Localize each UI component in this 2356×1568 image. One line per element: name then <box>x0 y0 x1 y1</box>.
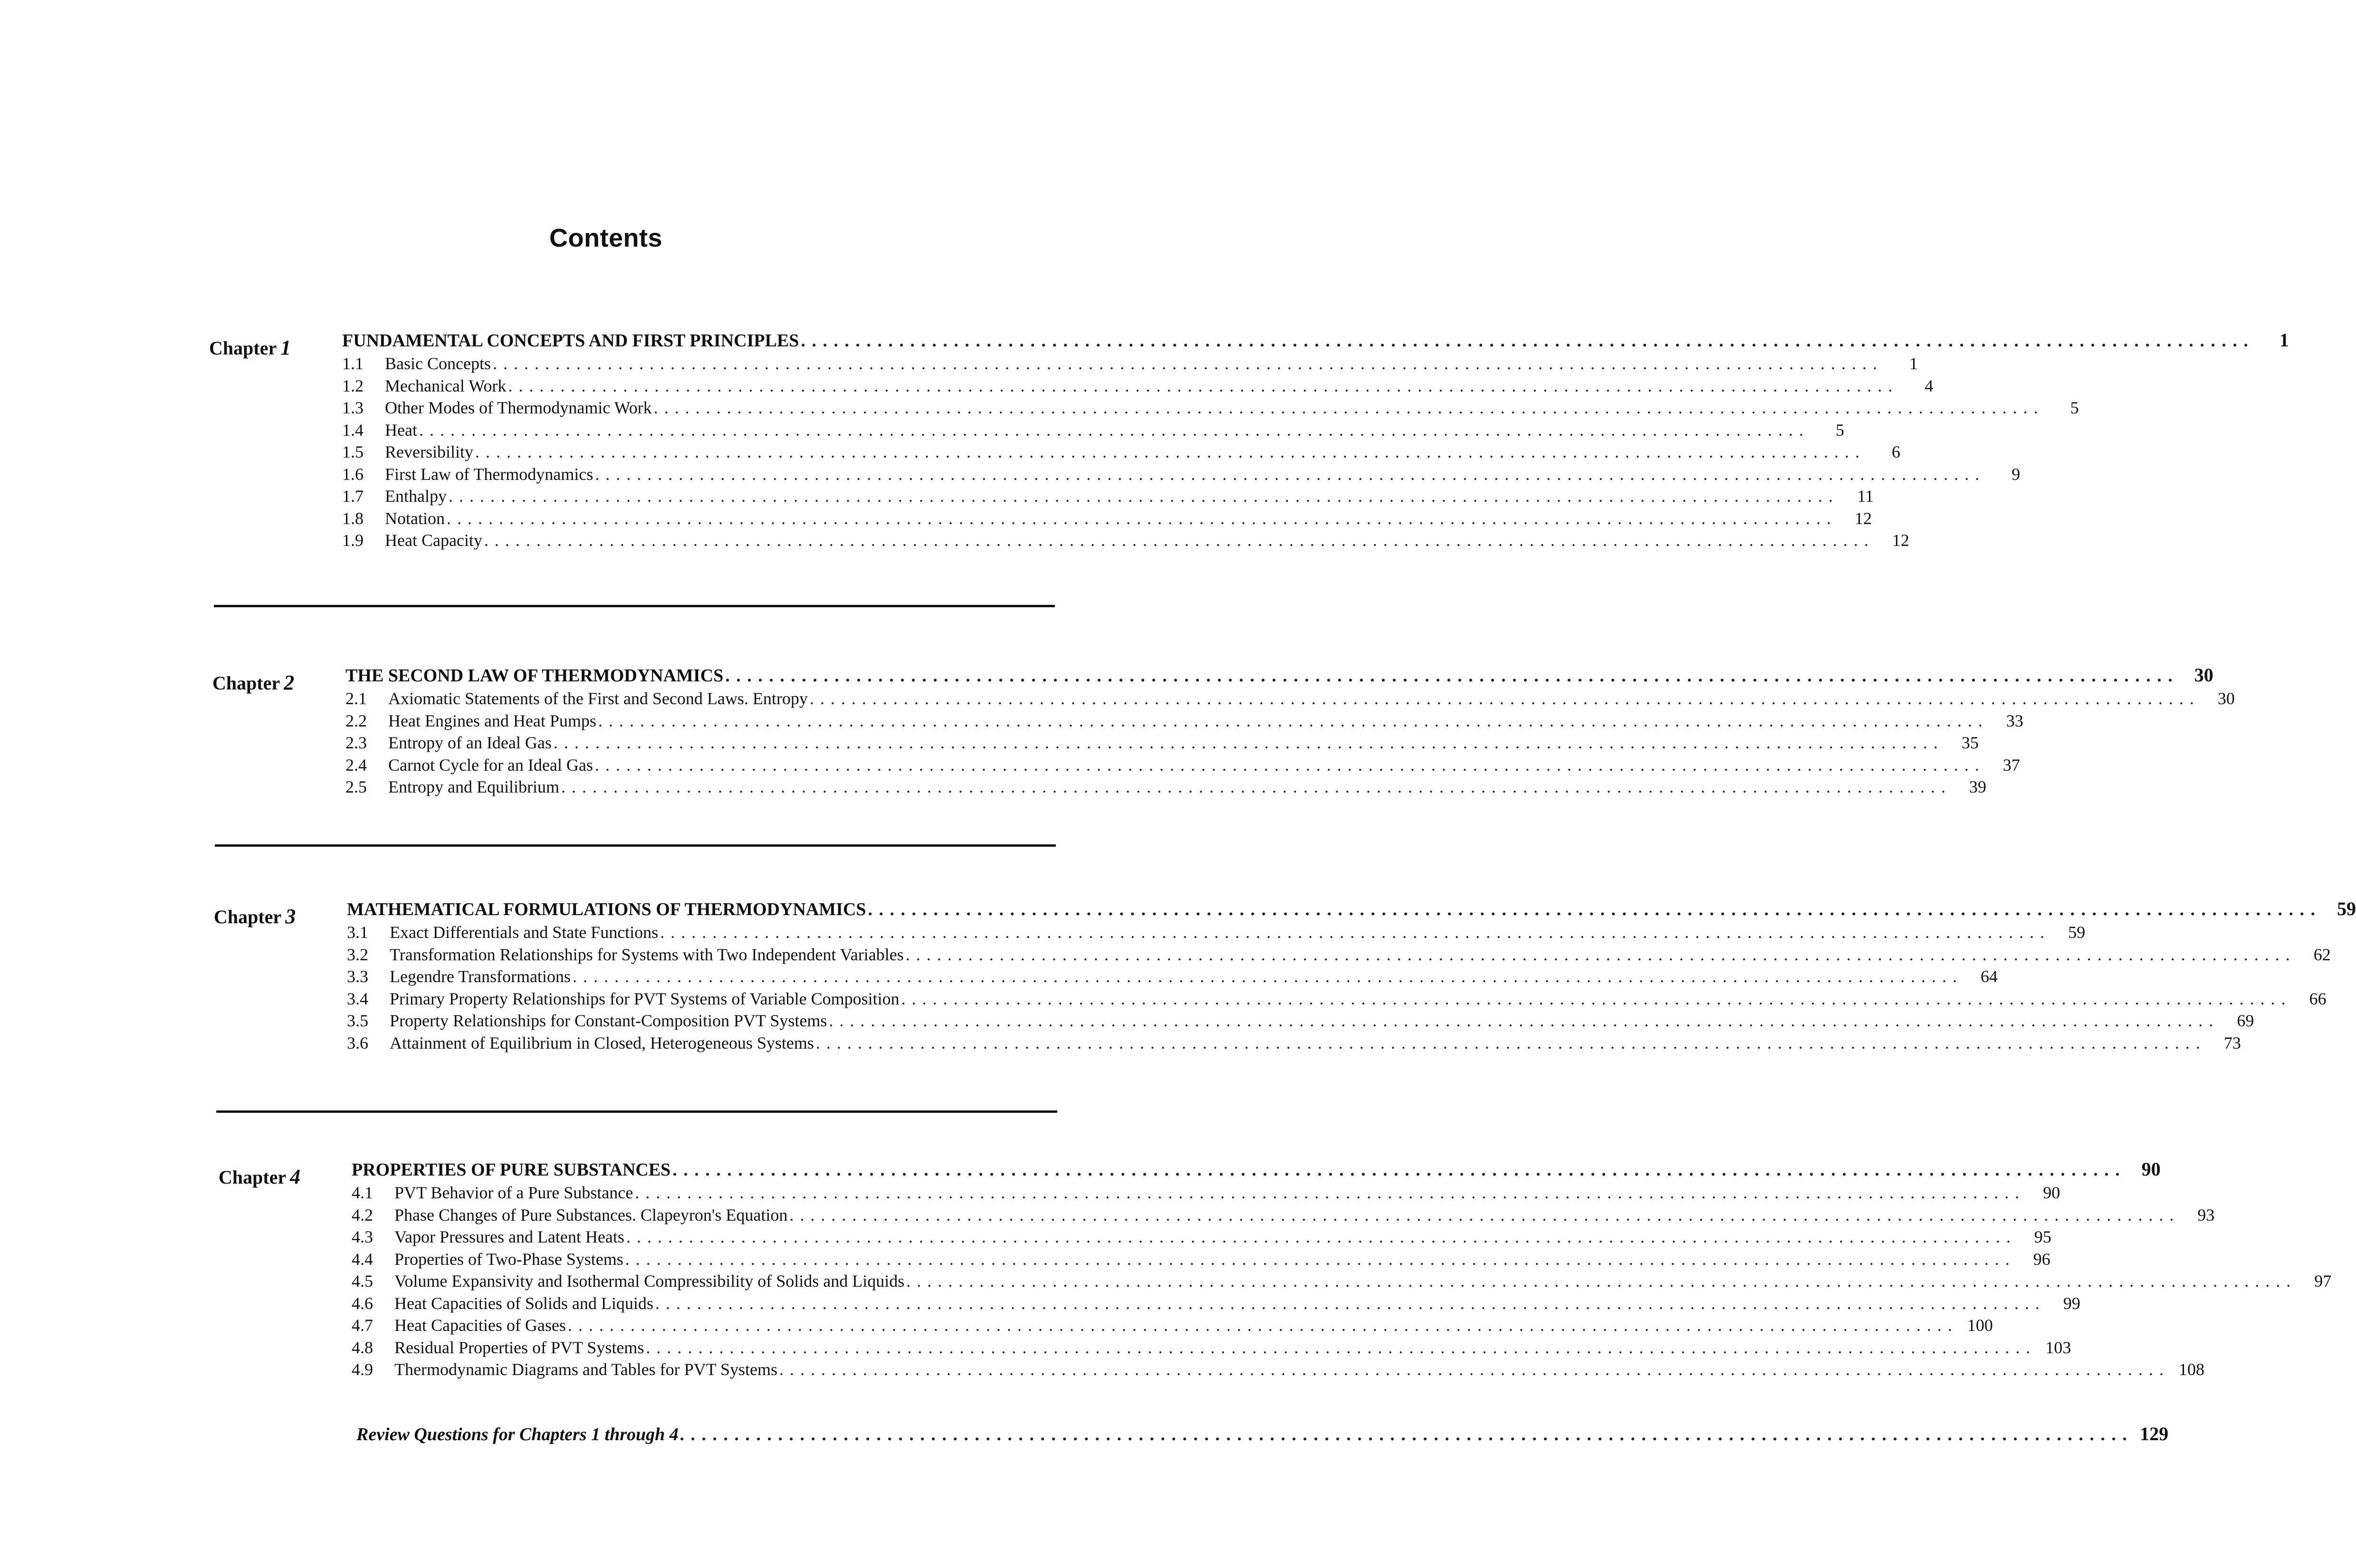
section-page: 39 <box>1969 777 1986 796</box>
chapter-divider-rule <box>216 1110 1057 1113</box>
section-row[interactable] <box>342 463 2021 486</box>
section-title: Exact Differentials and State Functions <box>390 923 659 942</box>
section-title: Heat Capacities of Gases <box>394 1316 566 1335</box>
section-row[interactable] <box>342 529 1909 552</box>
section-number: 4.2 <box>352 1205 373 1224</box>
section-number: 3.5 <box>347 1011 368 1030</box>
chapter-page: 30 <box>2194 664 2213 686</box>
section-row[interactable] <box>347 988 2327 1010</box>
dot-leader <box>660 921 2045 944</box>
section-row[interactable] <box>352 1182 2060 1204</box>
chapter-divider-rule <box>214 605 1055 607</box>
section-number: 1.4 <box>342 420 364 440</box>
section-title: Heat Engines and Heat Pumps <box>388 711 596 730</box>
section-number: 3.6 <box>347 1033 368 1052</box>
dot-leader <box>801 328 2249 353</box>
section-row[interactable] <box>352 1270 2332 1292</box>
section-title: Entropy and Equilibrium <box>388 777 559 796</box>
section-page: 97 <box>2314 1272 2332 1291</box>
section-page: 64 <box>1980 967 1998 986</box>
section-number: 2.3 <box>345 733 367 752</box>
section-page: 12 <box>1854 508 1872 528</box>
dot-leader <box>901 988 2287 1010</box>
dot-leader <box>484 529 1869 552</box>
section-row[interactable] <box>342 419 1844 441</box>
section-row[interactable] <box>352 1226 2051 1248</box>
chapter-word: Chapter <box>214 906 282 927</box>
dot-leader <box>626 1226 2011 1248</box>
section-row[interactable] <box>345 710 2023 732</box>
section-page: 93 <box>2197 1205 2215 1224</box>
section-number: 4.9 <box>352 1360 373 1379</box>
chapter-entries <box>347 897 2356 1054</box>
section-row[interactable] <box>342 397 2079 419</box>
section-number: 4.4 <box>352 1249 373 1269</box>
section-page: 90 <box>2043 1183 2060 1202</box>
dot-leader <box>725 663 2174 688</box>
section-number: 4.6 <box>352 1293 373 1313</box>
chapter-page: 59 <box>2337 898 2356 919</box>
chapter-heading-row[interactable] <box>342 328 2289 353</box>
section-title: Heat Capacities of Solids and Liquids <box>394 1293 653 1313</box>
section-row[interactable] <box>342 441 1900 463</box>
chapter-number: 1 <box>280 336 291 359</box>
dot-leader <box>449 485 1834 507</box>
section-number: 4.5 <box>352 1272 373 1291</box>
section-number: 3.1 <box>347 923 368 942</box>
chapter-title: MATHEMATICAL FORMULATIONS OF THERMODYNAMICS <box>347 899 866 919</box>
section-title: Axiomatic Statements of the First and Second Laws. Entropy <box>388 689 808 708</box>
section-title: PVT Behavior of a Pure Substance <box>394 1183 633 1202</box>
section-row[interactable] <box>342 375 1934 397</box>
section-title: Vapor Pressures and Latent Heats <box>394 1227 624 1246</box>
chapter-label <box>214 904 347 928</box>
chapter-entries <box>352 1157 2332 1381</box>
chapter-label <box>212 670 345 695</box>
review-title: Review Questions for Chapters 1 through 4 <box>356 1425 679 1444</box>
section-number: 1.9 <box>342 531 364 550</box>
chapter-number: 3 <box>285 905 296 928</box>
section-title: Heat Capacity <box>385 531 482 550</box>
dot-leader <box>680 1421 2129 1448</box>
section-page: 73 <box>2223 1033 2241 1052</box>
section-number: 4.1 <box>352 1183 373 1202</box>
section-page: 62 <box>2313 945 2331 964</box>
chapter-entries <box>342 328 2289 552</box>
chapter-title: FUNDAMENTAL CONCEPTS AND FIRST PRINCIPLES <box>342 331 799 351</box>
section-number: 3.4 <box>347 989 368 1008</box>
section-title: Notation <box>385 508 445 528</box>
section-title: Properties of Two-Phase Systems <box>394 1249 623 1269</box>
review-questions-entry <box>356 1421 2169 1447</box>
section-title: Basic Concepts <box>385 354 491 373</box>
section-title: First Law of Thermodynamics <box>385 464 594 484</box>
section-number: 2.2 <box>345 711 367 730</box>
dot-leader <box>493 353 1878 375</box>
dot-leader <box>779 1358 2164 1381</box>
dot-leader <box>829 1010 2214 1032</box>
section-title: Thermodynamic Diagrams and Tables for PVT Systems <box>394 1360 778 1379</box>
section-number: 1.3 <box>342 398 364 417</box>
chapter-word: Chapter <box>209 337 277 359</box>
section-row[interactable] <box>352 1337 2071 1359</box>
section-row[interactable] <box>352 1248 2050 1271</box>
section-page: 1 <box>1909 354 1918 373</box>
dot-leader <box>573 966 1958 988</box>
section-page: 96 <box>2033 1249 2050 1269</box>
chapter-divider-rule <box>215 844 1056 847</box>
chapter-number: 2 <box>284 671 295 694</box>
chapter-title: THE SECOND LAW OF THERMODYNAMICS <box>345 666 724 686</box>
section-title: Mechanical Work <box>385 376 507 395</box>
dot-leader <box>789 1204 2174 1226</box>
chapter-number: 4 <box>290 1165 301 1188</box>
section-page: 95 <box>2034 1227 2051 1246</box>
dot-leader <box>554 732 1939 754</box>
chapter-title: PROPERTIES OF PURE SUBSTANCES <box>352 1160 671 1180</box>
section-title: Phase Changes of Pure Substances. Clapeyron's Equation <box>394 1205 788 1224</box>
section-page: 59 <box>2068 923 2086 942</box>
section-row[interactable] <box>345 754 2020 776</box>
section-row[interactable] <box>347 1032 2241 1054</box>
dot-leader <box>568 1314 1953 1337</box>
page-title: Contents <box>549 224 662 252</box>
section-title: Primary Property Relationships for PVT Systems of Variable Composition <box>390 989 900 1008</box>
section-number: 4.7 <box>352 1316 373 1335</box>
section-number: 3.2 <box>347 945 368 964</box>
section-number: 2.1 <box>345 689 367 708</box>
dot-leader <box>598 710 1983 732</box>
section-title: Reversibility <box>385 442 473 461</box>
section-page: 35 <box>1961 733 1979 752</box>
dot-leader <box>672 1157 2121 1182</box>
dot-leader <box>906 944 2291 966</box>
review-page: 129 <box>2140 1423 2169 1444</box>
section-title: Volume Expansivity and Isothermal Compressibility of Solids and Liquids <box>394 1272 905 1291</box>
section-row[interactable] <box>347 921 2086 944</box>
section-page: 66 <box>2309 989 2327 1008</box>
section-number: 1.2 <box>342 376 364 395</box>
section-title: Transformation Relationships for Systems with Two Independent Variables <box>390 945 904 964</box>
section-title: Legendre Transformations <box>390 967 571 986</box>
section-number: 1.7 <box>342 487 364 506</box>
dot-leader <box>625 1248 2011 1271</box>
section-row[interactable] <box>347 1010 2254 1032</box>
section-page: 99 <box>2063 1293 2080 1313</box>
section-title: Enthalpy <box>385 487 447 506</box>
chapter-heading-row[interactable] <box>347 897 2356 921</box>
dot-leader <box>906 1270 2291 1292</box>
section-page: 4 <box>1925 376 1934 395</box>
section-page: 30 <box>2217 689 2235 708</box>
section-page: 103 <box>2045 1338 2071 1357</box>
dot-leader <box>655 1292 2040 1315</box>
section-title: Residual Properties of PVT Systems <box>394 1338 644 1357</box>
dot-leader <box>419 419 1804 441</box>
chapter-entries <box>345 663 2235 798</box>
section-row[interactable] <box>342 485 1874 507</box>
dot-leader <box>816 1032 2201 1054</box>
chapter-label <box>209 335 342 360</box>
chapter-page: 90 <box>2141 1158 2161 1180</box>
dot-leader <box>635 1182 2020 1204</box>
chapter-word: Chapter <box>212 672 280 694</box>
section-row[interactable] <box>352 1358 2205 1381</box>
dot-leader <box>646 1337 2031 1359</box>
section-number: 4.8 <box>352 1338 373 1357</box>
section-row[interactable] <box>342 507 1872 530</box>
section-row[interactable] <box>352 1292 2080 1315</box>
dot-leader <box>475 441 1860 463</box>
section-title: Other Modes of Thermodynamic Work <box>385 398 652 417</box>
section-page: 37 <box>2002 755 2020 774</box>
section-number: 1.6 <box>342 464 364 484</box>
section-page: 9 <box>2011 464 2021 484</box>
review-row[interactable] <box>356 1421 2169 1447</box>
section-page: 100 <box>1967 1316 1993 1335</box>
section-number: 1.8 <box>342 508 364 528</box>
section-number: 2.5 <box>345 777 367 796</box>
section-row[interactable] <box>352 1204 2215 1226</box>
section-row[interactable] <box>347 966 1998 988</box>
section-title: Attainment of Equilibrium in Closed, Heterogeneous Systems <box>390 1033 814 1052</box>
section-page: 5 <box>1835 420 1844 440</box>
section-number: 1.1 <box>342 354 364 373</box>
dot-leader <box>508 375 1893 397</box>
chapter-heading-row[interactable] <box>345 663 2213 688</box>
section-row[interactable] <box>342 353 1918 375</box>
section-page: 5 <box>2070 398 2079 417</box>
dot-leader <box>595 463 1980 486</box>
section-page: 108 <box>2179 1360 2205 1379</box>
section-title: Property Relationships for Constant-Composition PVT Systems <box>390 1011 827 1030</box>
dot-leader <box>447 507 1832 530</box>
section-page: 33 <box>2006 711 2023 730</box>
section-number: 3.3 <box>347 967 368 986</box>
section-row[interactable] <box>345 688 2235 710</box>
dot-leader <box>810 688 2195 710</box>
section-page: 69 <box>2237 1011 2254 1030</box>
dot-leader <box>868 897 2317 922</box>
section-row[interactable] <box>352 1314 1993 1337</box>
section-number: 4.3 <box>352 1227 373 1246</box>
section-page: 12 <box>1892 531 1909 550</box>
section-title: Carnot Cycle for an Ideal Gas <box>388 755 593 774</box>
chapter-heading-row[interactable] <box>352 1157 2161 1182</box>
dot-leader <box>654 397 2039 419</box>
section-title: Heat <box>385 420 417 440</box>
chapter-word: Chapter <box>219 1166 287 1188</box>
section-number: 2.4 <box>345 755 367 774</box>
section-row[interactable] <box>345 732 1979 754</box>
chapter-page: 1 <box>2279 329 2289 351</box>
section-row[interactable] <box>345 776 1986 798</box>
section-row[interactable] <box>347 944 2331 966</box>
section-page: 11 <box>1857 487 1874 506</box>
dot-leader <box>561 776 1946 798</box>
chapter-label <box>219 1165 352 1189</box>
section-page: 6 <box>1891 442 1900 461</box>
dot-leader <box>595 754 1980 776</box>
section-number: 1.5 <box>342 442 364 461</box>
section-title: Entropy of an Ideal Gas <box>388 733 552 752</box>
